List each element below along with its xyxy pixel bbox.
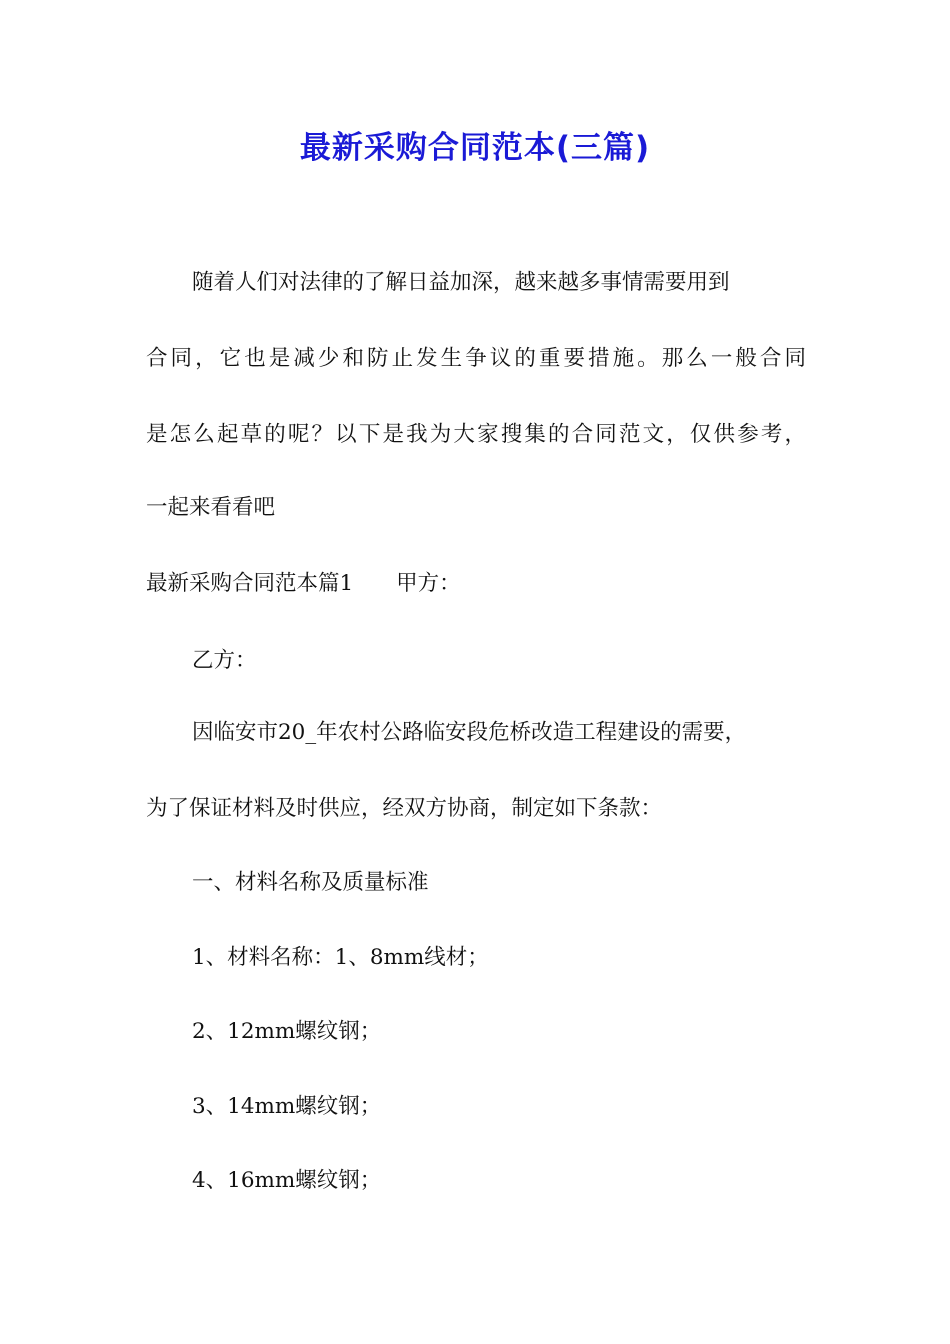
section-heading-1: 最新采购合同范本篇1 甲方：: [146, 571, 461, 596]
intro-line-4: 一起来看看吧: [146, 495, 276, 520]
intro-line-2: 合同，它也是减少和防止发生争议的重要措施。那么一般合同: [146, 346, 806, 371]
document-title: 最新采购合同范本(三篇): [299, 130, 651, 166]
list-item-4: 4、16mm螺纹钢；: [192, 1168, 382, 1193]
intro-line-3: 是怎么起草的呢？以下是我为大家搜集的合同范文，仅供参考，: [146, 422, 806, 447]
list-item-1: 1、材料名称：1、8mm线材；: [192, 945, 489, 970]
party-b-label: 乙方：: [192, 648, 257, 673]
body-line-2: 为了保证材料及时供应，经双方协商，制定如下条款：: [146, 796, 663, 821]
clause-heading-1: 一、材料名称及质量标准: [192, 870, 429, 895]
list-item-3: 3、14mm螺纹钢；: [192, 1094, 382, 1119]
body-line-1: 因临安市20_年农村公路临安段危桥改造工程建设的需要，: [192, 720, 747, 745]
intro-line-1: 随着人们对法律的了解日益加深，越来越多事情需要用到: [192, 270, 730, 295]
list-item-2: 2、12mm螺纹钢；: [192, 1019, 382, 1044]
